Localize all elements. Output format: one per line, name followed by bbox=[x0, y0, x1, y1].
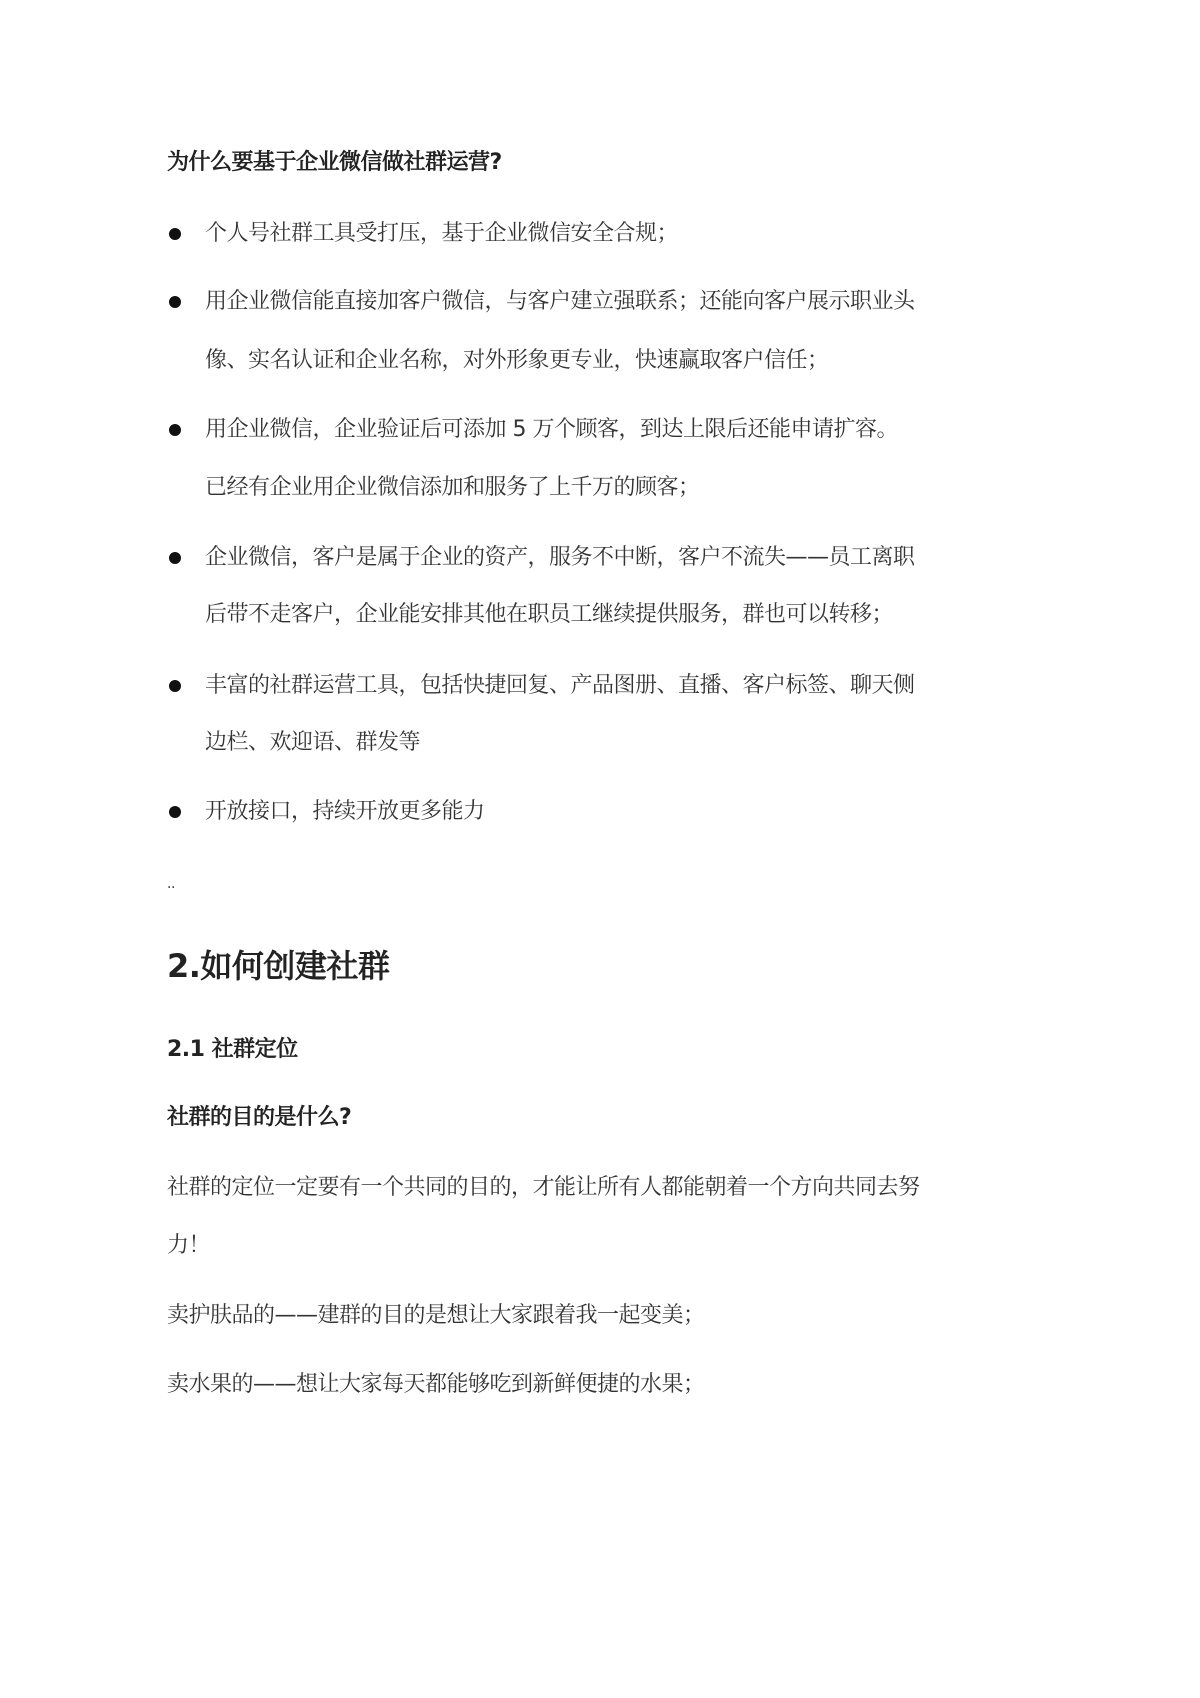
bullet-text: 企业微信，客户是属于企业的资产，服务不中断，客户不流失——员工离职 bbox=[205, 545, 915, 570]
paragraph: 社群的定位一定要有一个共同的目的，才能让所有人都能朝着一个方向共同去努 bbox=[167, 1175, 920, 1200]
subheading: 2.1 社群定位 bbox=[167, 1037, 298, 1062]
bullet-text: 开放接口，持续开放更多能力 bbox=[205, 799, 485, 824]
bullet-icon bbox=[169, 806, 181, 818]
bullet-text: 后带不走客户，企业能安排其他在职员工继续提供服务，群也可以转移； bbox=[205, 602, 894, 627]
heading: 2.如何创建社群 bbox=[167, 947, 390, 985]
bullet-icon bbox=[169, 228, 181, 240]
paragraph: 卖水果的——想让大家每天都能够吃到新鲜便捷的水果； bbox=[167, 1372, 705, 1397]
section-question: 为什么要基于企业微信做社群运营? bbox=[167, 150, 502, 175]
bullet-text: 用企业微信能直接加客户微信，与客户建立强联系；还能向客户展示职业头 bbox=[205, 289, 915, 314]
bullet-icon bbox=[169, 680, 181, 692]
question: 社群的目的是什么? bbox=[167, 1105, 352, 1130]
bullet-text: 已经有企业用企业微信添加和服务了上千万的顾客； bbox=[205, 475, 700, 500]
bullet-icon bbox=[169, 296, 181, 308]
bullet-text: 用企业微信，企业验证后可添加 5 万个顾客，到达上限后还能申请扩容。 bbox=[205, 417, 898, 442]
bullet-icon bbox=[169, 552, 181, 564]
bullet-icon bbox=[169, 424, 181, 436]
bullet-text: 像、实名认证和企业名称，对外形象更专业，快速赢取客户信任； bbox=[205, 348, 829, 373]
bullet-text: 丰富的社群运营工具，包括快捷回复、产品图册、直播、客户标签、聊天侧 bbox=[205, 673, 915, 698]
bullet-text: 个人号社群工具受打压，基于企业微信安全合规； bbox=[205, 221, 679, 246]
ellipsis: .. bbox=[167, 876, 175, 892]
paragraph: 卖护肤品的——建群的目的是想让大家跟着我一起变美； bbox=[167, 1303, 705, 1328]
paragraph: 力！ bbox=[167, 1233, 211, 1258]
bullet-text: 边栏、欢迎语、群发等 bbox=[205, 730, 421, 755]
